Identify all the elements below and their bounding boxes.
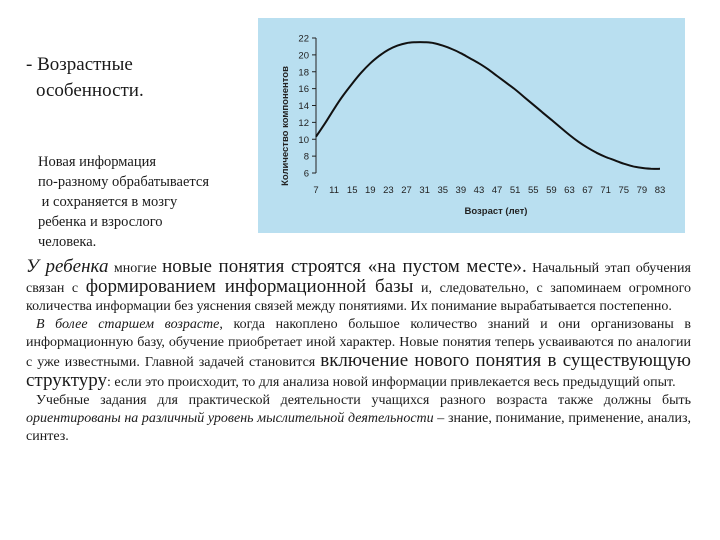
x-tick-label: 15 xyxy=(346,185,358,196)
intro-line: ребенка и взрослого xyxy=(38,214,163,230)
x-tick-label: 67 xyxy=(582,185,593,196)
paragraph-older-learning xyxy=(26,316,691,392)
body-text xyxy=(26,258,691,446)
y-tick-label: 14 xyxy=(298,101,309,112)
phrase-older-age: В более старшем возрасте xyxy=(36,317,220,332)
intro-line: Новая информация xyxy=(38,154,157,170)
x-tick-label: 59 xyxy=(546,185,557,196)
intro-line: по-разному обрабатывается xyxy=(38,174,210,190)
text-run: Начальный этап обучения связан с xyxy=(26,261,691,296)
x-tick-label: 63 xyxy=(564,185,575,196)
x-tick-label: 27 xyxy=(401,185,412,196)
text-run: многие xyxy=(108,261,163,276)
series-line xyxy=(316,42,660,169)
intro-line: и сохраняется в мозгу xyxy=(38,194,178,210)
phrase-info-base: формированием информационной базы xyxy=(85,276,414,297)
intro-text xyxy=(38,152,263,252)
x-tick-label: 23 xyxy=(383,185,394,196)
x-tick-label: 55 xyxy=(527,185,539,196)
x-axis-label: Возраст (лет) xyxy=(464,206,528,217)
y-tick-label: 22 xyxy=(298,33,309,45)
chart-svg xyxy=(258,18,685,233)
x-axis-ticks xyxy=(313,185,665,196)
x-tick-label: 39 xyxy=(455,185,467,196)
intro-line: человека. xyxy=(38,234,97,250)
x-tick-label: 79 xyxy=(636,185,648,196)
text-run: , когда накоплено большое количество знаний и они организованы в информационную базу, обучение приобретает иной характер. Новые понятия теперь усваиваются по аналогии с уже известными. Главной задачей становится xyxy=(26,317,691,370)
paragraph-child-learning xyxy=(26,258,691,316)
heading-line-2: особенности. xyxy=(36,80,144,101)
phrase-inclusion: включение нового понятия в существующую структуру xyxy=(26,350,691,391)
phrase-child: У ребенка xyxy=(26,256,109,277)
x-tick-label: 35 xyxy=(437,185,449,196)
x-tick-label: 7 xyxy=(313,185,319,196)
y-axis xyxy=(298,34,316,180)
age-components-chart xyxy=(258,18,685,233)
y-tick-label: 12 xyxy=(298,117,309,129)
text-run: Учебные задания для практической деятельности учащихся разного возраста также должны быть xyxy=(36,393,691,408)
x-tick-label: 19 xyxy=(365,185,376,196)
y-tick-label: 18 xyxy=(298,67,309,79)
text-run: и, следовательно, с запоминаем огромного количества информации без уяснения связей между понятиями. Их понимание вырабатывается постепенно. xyxy=(26,281,692,314)
x-tick-label: 75 xyxy=(618,185,630,196)
y-axis-label: Количество компонентов xyxy=(280,66,291,186)
x-tick-label: 43 xyxy=(473,185,485,196)
x-tick-label: 47 xyxy=(491,185,503,196)
y-tick-label: 8 xyxy=(303,151,309,163)
x-tick-label: 11 xyxy=(329,185,340,196)
x-tick-label: 51 xyxy=(509,185,521,196)
phrase-new-concepts: новые понятия строятся «на пустом месте». xyxy=(162,256,527,277)
heading-line-1: - Возрастные xyxy=(26,54,133,75)
text-run: – знание, понимание, применение, анализ, синтез. xyxy=(26,411,691,444)
paragraph-tasks xyxy=(26,392,691,446)
x-tick-label: 83 xyxy=(654,185,666,196)
x-tick-label: 31 xyxy=(419,185,430,196)
slide-heading xyxy=(26,52,144,104)
y-tick-label: 20 xyxy=(298,50,309,62)
y-tick-label: 10 xyxy=(298,134,309,146)
y-tick-label: 16 xyxy=(298,84,309,96)
phrase-levels: ориентированы на различный уровень мыслительной деятельности xyxy=(26,411,434,426)
y-tick-label: 6 xyxy=(303,168,309,180)
x-tick-label: 71 xyxy=(600,185,611,196)
text-run: : если это происходит, то для анализа новой информации привлекается весь предыдущий опыт. xyxy=(107,375,676,390)
